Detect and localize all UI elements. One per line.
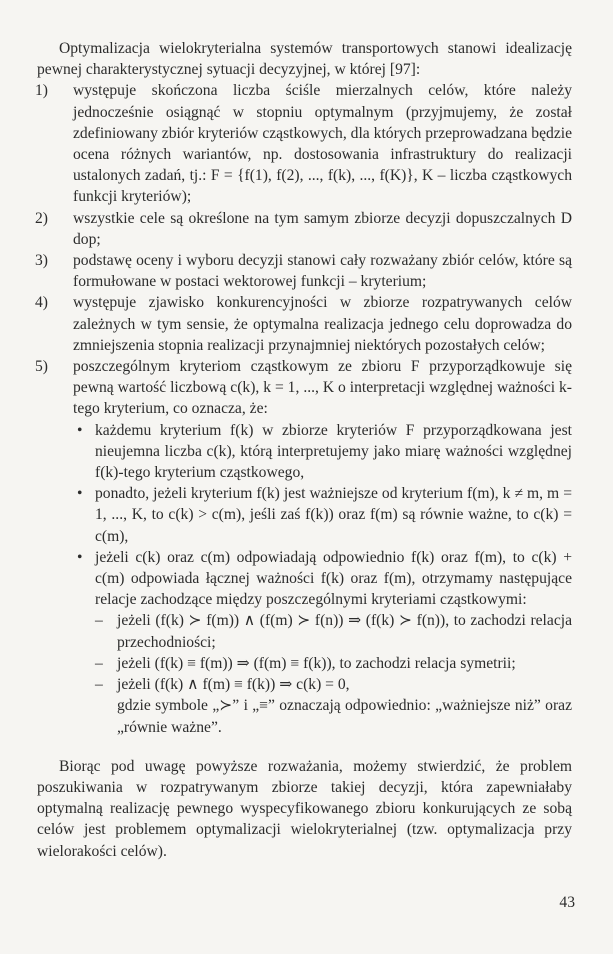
bullet-text: ponadto, jeżeli kryterium f(k) jest ważniejsze od kryterium f(m), k ≠ m, m = 1, ..., K, to c(k) > c(m), jeśli zaś f(k)) oraz f(m) są równie ważne, to c(k) = c(m),: [95, 485, 572, 545]
list-item: [37, 208, 572, 250]
bullet-list: [73, 420, 572, 738]
item-number: 3): [35, 252, 48, 270]
dash-list: [95, 610, 572, 695]
item-text: występuje skończona liczba ściśle mierzalnych celów, które należy jednocześnie osiągnąć w stopniu optymalnym (przyjmujemy, że został zdefiniowany zbiór kryteriów cząstkowych, dla których przeprowadzana będzie ocena różnych wariantów, np. dostosowania infrastruktury do realizacji ustalonych zadań, tj.: F = {f(1), f(2), ..., f(k), ..., f(K)}, K – liczba cząstkowych funkcji kryteriów);: [73, 82, 572, 206]
dash-text: jeżeli (f(k) ≻ f(m)) ∧ (f(m) ≻ f(n)) ⇒ (f(k) ≻ f(n)), to zachodzi relacja przechodniości;: [117, 612, 572, 651]
symbols-note: gdzie symbole „≻” i „≡” oznaczają odpowiednio: „ważniejsze niż” oraz „równie ważne”.: [117, 697, 572, 736]
dash-item: [95, 674, 572, 695]
list-item: [37, 356, 572, 738]
dash-icon: –: [95, 676, 103, 694]
dash-item: [95, 653, 572, 674]
numbered-list: [37, 80, 572, 737]
list-item: [37, 80, 572, 207]
item-number: 4): [35, 294, 48, 312]
dash-text: jeżeli (f(k) ≡ f(m)) ⇒ (f(m) ≡ f(k)), to zachodzi relacja symetrii;: [117, 654, 516, 672]
list-item: [37, 292, 572, 356]
item-text: występuje zjawisko konkurencyjności w zbiorze rozpatrywanych celów zależnych w tym sensie, że optymalna realizacja jednego celu doprowadza do zmniejszenia stopnia realizacji przynajmniej niektórych pozostałych celów;: [73, 294, 572, 354]
item-text: podstawę oceny i wyboru decyzji stanowi cały rozważany zbiór celów, które są formułowane w postaci wektorowej funkcji – kryterium;: [73, 252, 572, 291]
item-number: 2): [35, 209, 48, 227]
bullet-item: [73, 547, 572, 738]
bullet-icon: •: [77, 421, 83, 439]
bullet-item: [73, 420, 572, 484]
item-text: poszczególnym kryteriom cząstkowym ze zbioru F przyporządkowuje się pewną wartość liczbową c(k), k = 1, ..., K o interpretacji względnej ważności k-tego kryterium, co oznacza, że:: [73, 358, 572, 418]
item-number: 1): [35, 82, 48, 100]
list-item: [37, 250, 572, 292]
dash-item: [95, 610, 572, 652]
bullet-icon: •: [77, 485, 83, 503]
dash-icon: –: [95, 654, 103, 672]
conclusion-paragraph: Biorąc pod uwagę powyższe rozważania, możemy stwierdzić, że problem poszukiwania w rozpatrywanym zbiorze takiej decyzji, która zapewniałaby optymalną realizację pewnego wyspecyfikowanego zbioru konkurujących ze sobą celów jest problemem optymalizacji wielokryterialnej (tzw. optymalizacja przy wielorakości celów).: [37, 757, 572, 860]
bullet-item: [73, 483, 572, 547]
page-number: 43: [559, 894, 575, 911]
item-number: 5): [35, 358, 48, 376]
item-text: wszystkie cele są określone na tym samym zbiorze decyzji dopuszczalnych D dop;: [73, 209, 572, 248]
bullet-text: każdemu kryterium f(k) w zbiorze kryteriów F przyporządkowana jest nieujemna liczba c(k), którą interpretujemy jako miarę ważności względnej f(k)-tego kryterium cząstkowego,: [95, 421, 572, 482]
intro-paragraph: Optymalizacja wielokryterialna systemów transportowych stanowi idealizację pewnej charakterystycznej sytuacji decyzyjnej, w której [97]:: [37, 40, 572, 79]
body-text: [37, 38, 572, 862]
dash-icon: –: [95, 612, 103, 630]
bullet-text: jeżeli c(k) oraz c(m) odpowiadają odpowiednio f(k) oraz f(m), to c(k) + c(m) odpowiada łącznej ważności f(k) oraz f(m), otrzymamy następujące relacje zachodzące między poszczególnymi kryteriami cząstkowymi:: [95, 548, 572, 609]
bullet-icon: •: [77, 548, 83, 566]
dash-text: jeżeli (f(k) ∧ f(m) ≡ f(k)) ⇒ c(k) = 0,: [117, 676, 350, 694]
